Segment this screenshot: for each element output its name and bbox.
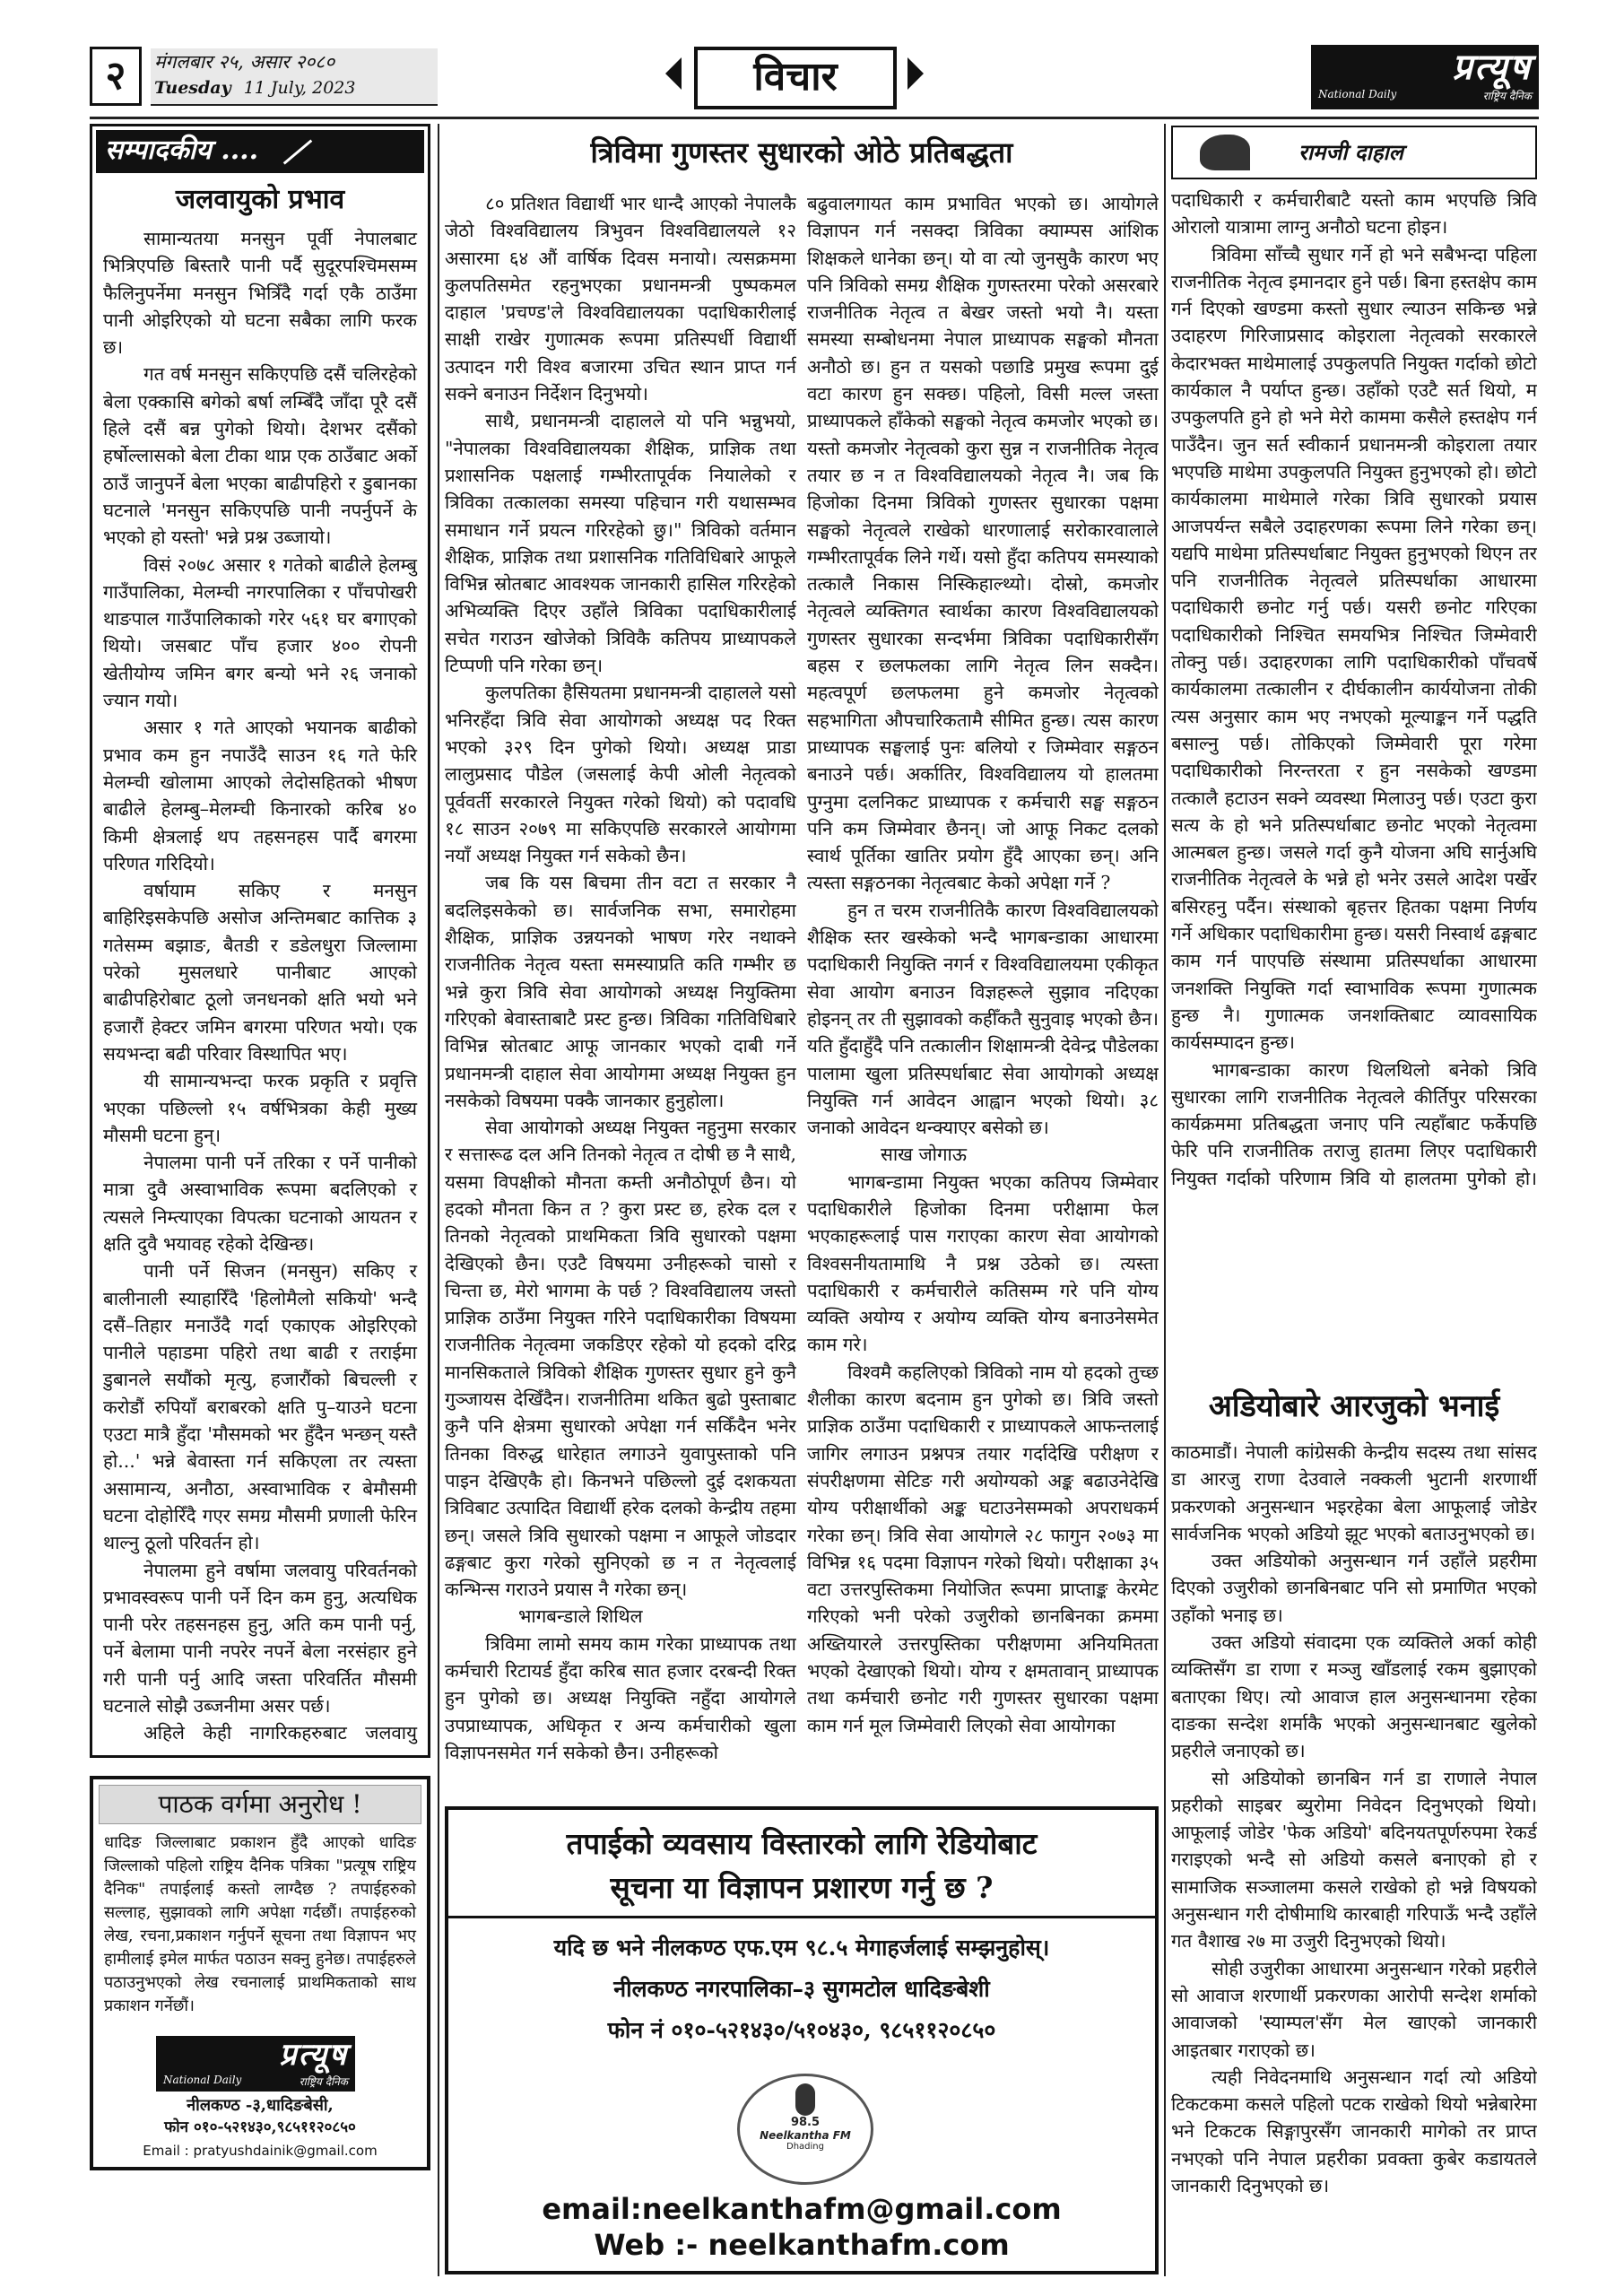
fm-logo-freq: 98.5 — [790, 2116, 821, 2129]
author-portrait-icon — [1200, 135, 1250, 170]
article-paragraph: साथै, प्रधानमन्त्री दाहालले यो पनि भन्नुभयो, "नेपालका विश्वविद्यालयका शैक्षिक, प्राज्ञिक तथा प्रशासनिक पक्षलाई गम्भीरतापूर्वक नियालेको र त्रिविका तत्कालका समस्या पहिचान गरी यथासम्भव समाधान गर्ने प्रयत्न गरिरहेको छु।" त्रिविको वर्तमान शैक्षिक, प्राज्ञिक तथा प्रशासनिक गतिविधिबारे आफूले विभिन्न स्रोतबाट आवश्यक जानकारी हासिल गरिरहेको अभिव्यक्ति दिएर उहाँले त्रिविका पदाधिकारीलाई सचेत गराउन खोजेको त्रिविकै कतिपय प्राध्यापकले टिप्पणी पनि गरेका छन्। — [445, 410, 796, 677]
fm-logo-place: Dhading — [786, 2142, 824, 2152]
editorial-paragraph: नेपालमा पानी पर्ने तरिका र पर्ने पानीको मात्रा दुवै अस्वाभाविक रूपमा बदलिएको र त्यसले निम्त्याएका विपत्का घटनाको आयतन र क्षति दुवै भयावह रहेको देखिन्छ। — [103, 1152, 417, 1255]
radio-ad — [445, 1806, 1159, 2274]
reader-request-box — [90, 1776, 430, 2170]
date-english-row — [151, 75, 438, 100]
editorial-title: जलवायुको प्रभाव — [175, 184, 345, 215]
reader-logo-en: National Daily — [163, 2074, 242, 2086]
pen-icon — [283, 139, 313, 164]
masthead-logo-name: प्रत्यूष — [1452, 46, 1532, 88]
ad-line-1: तपाईको व्यवसाय विस्तारको लागि रेडियोबाट — [566, 1826, 1038, 1861]
fm-logo — [737, 2074, 873, 2185]
news-paragraph: काठमाडौं। नेपाली कांग्रेसकी केन्द्रीय सदस्य तथा सांसद डा आरजु राणा देउवाले नक्कली भुटानी शरणार्थी प्रकरणको अनुसन्धान भइरहेका बेला आफूलाई जोडेर सार्वजनिक भएको अडियो झूट भएको बताउनुभएको छ। — [1171, 1441, 1537, 1544]
article-subheading: साख जोगाऊ — [881, 1144, 967, 1166]
article-paragraph: विश्वमै कहलिएको त्रिविको नाम यो हदको तुच्छ शैलीका कारण बदनाम हुन पुगेको छ। त्रिवि जस्तो प्राज्ञिक ठाउँमा पदाधिकारी र प्राध्यापकले आफन्तलाई जागिर लगाउन प्रश्नपत्र तयार गर्दादेखि परीक्षण र संपरीक्षणमा सेटिङ गरी अयोग्यको अङ्क बढाउनेदेखि योग्य परीक्षार्थीको अङ्क घटाउनेसम्मको अपराधकर्म गरेका छन्। त्रिवि सेवा आयोगले २८ फागुन २०७३ मा विभिन्न १६ पदमा विज्ञापन गरेको थियो। परीक्षाका ३५ वटा उत्तरपुस्तिकमा नियोजित रूपमा प्राप्ताङ्क केरमेट गरिएको भनी परेको उजुरीको छानबिनका क्रममा अख्तियारले उत्तरपुस्तिका परीक्षणमा अनियमितता भएको देखाएको थियो। योग्य र क्षमतावान् प्राध्यापक तथा कर्मचारी छनोट गरी गुणस्तर सुधारका पक्षमा काम गर्न मूल जिम्मेवारी लिएको सेवा आयोगका — [807, 1361, 1159, 1736]
editorial-paragraph: पानी पर्ने सिजन (मनसुन) सकिए र बालीनाली स्याहारिँदै 'हिलोमैलो सकियो' भन्दै दसैं–तिहार मनाउँदै गर्दा एकाएक ओइरिएको पानीले पहाडमा पहिरो तथा बाढी र तराईमा डुबानले सयौंको मृत्यु, हजारौंको बिचल्ली र करोडौं रुपियाँ बराबरको क्षति पु–याउने घटना एउटा मात्रै हुँदा 'मौसमको भर हुँदैन भन्छन् यस्तै हो...' भन्ने बेवास्ता गर्न सकिएला तर त्यस्ता असामान्य, अनौठा, अस्वाभाविक र बेमौसमी घटना दोहोरिँदै गएर समग्र मौसमी प्रणाली फेरिन थाल्नु ठूलो परिवर्तन हो। — [103, 1260, 417, 1554]
column-rule — [1164, 124, 1166, 2276]
news-paragraph: सो अडियोको छानबिन गर्न डा राणाले नेपाल प्रहरीको साइबर ब्युरोमा निवेदन दिनुभएको थियो। आफूलाई जोडेर 'फेक अडियो' बदिनयतपूर्णरुपमा रेकर्ड गराइएको भन्दै सो अडियो कसले बनाएको हो र सामाजिक सञ्जालमा कसले राखेको हो भन्ने विषयको अनुसन्धान गरी दोषीमाथि कारबाही गरिपाऊँ भन्दै उहाँले गत वैशाख २७ मा उजुरी दिनुभएको थियो। — [1171, 1767, 1537, 1952]
section-title-box — [694, 47, 897, 109]
article-column-2 — [807, 190, 1159, 1796]
masthead-logo — [1311, 45, 1539, 109]
article-paragraph: हुन त चरम राजनीतिकै कारण विश्वविद्यालयको शैक्षिक स्तर खस्केको भन्दै भागबन्डाका आधारमा पदाधिकारी नियुक्ति नगर्न र विश्वविद्यालयमा एकीकृत सेवा आयोग बनाउन विज्ञहरूले सुझाव नदिएका होइनन् तर ती सुझावको कहीँकतै सुनुवाइ भएको छैन। यति हुँदाहुँदै पनि तत्कालीन शिक्षामन्त्री देवेन्द्र पौडेलका पालामा खुला प्रतिस्पर्धाबाट सेवा आयोगको अध्यक्ष नियुक्ति गर्न आवेदन आह्वान भएको थियो। ३८ जनाको आवेदन थन्क्याएर बसेको छ। — [807, 899, 1159, 1139]
reader-request-body: धादिङ जिल्लाबाट प्रकाशन हुँदै आएको धादिङ जिल्लाको पहिलो राष्ट्रिय दैनिक पत्रिका "प्रत्यूष राष्ट्रिय दैनिक" तपाईलाई कस्तो लाग्दैछ ? तपाईहरुको सल्लाह, सुझावको लागि अपेक्षा गर्दछौं। तपाईहरुको लेख, रचना,प्रकाशन गर्नुपर्ने सूचना तथा विज्ञापन भए हामीलाई इमेल मार्फत पठाउन सक्नु हुनेछ। तपाईहरुले पठाउनुभएको लेख रचनालाई प्राथमिकताको साथ प्रकाशन गर्नेछौं। — [104, 1833, 416, 2015]
editorial-paragraph: विसं २०७८ असार १ गतेको बाढीले हेलम्बु गाउँपालिका, मेलम्ची नगरपालिका र पाँचपोखरी थाङपाल गाउँपालिकाको गरेर ५६१ घर बगाएको थियो। जसबाट पाँच हजार ४०० रोपनी खेतीयोग्य जमिन बगर बन्यो भने २६ जनाको ज्यान गयो। — [103, 553, 417, 712]
masthead-logo-sub — [1318, 88, 1532, 103]
editorial-body — [92, 220, 428, 1746]
date-english: 11 July, 2023 — [243, 78, 356, 98]
editorial-paragraph: असार १ गते आएको भयानक बाढीको प्रभाव कम हुन नपाउँदै साउन १६ गते फेरि मेलम्ची खोलामा आएको लेदोसहितको भीषण बाढीले हेलम्बु–मेलम्ची किनारको करिब ४० किमी क्षेत्रलाई थप तहसनहस पार्दै बगरमा परिणत गरिदियो। — [103, 717, 417, 874]
ad-web: Web :- neelkanthafm.com — [594, 2228, 1010, 2262]
article-paragraph: भागबन्डामा नियुक्त भएका कतिपय जिम्मेवार पदाधिकारीले हिजोका दिनमा परीक्षामा फेल भएकाहरूलाई पास गराएका कारण सेवा आयोगको विश्वसनीयतामाथि नै प्रश्न उठेको छ। त्यस्ता पदाधिकारी र कर्मचारीले कतिसम्म गरे पनि योग्य व्यक्ति अयोग्य र अयोग्य व्यक्ति योग्य बनाउनेसमेत काम गरे। — [807, 1170, 1159, 1356]
editorial-paragraph: यी सामान्यभन्दा फरक प्रकृति र प्रवृत्ति भएका पछिल्लो १५ वर्षभित्रका केही मुख्य मौसमी घटना हुन्। — [103, 1070, 417, 1146]
date-nepali: मंगलबार २५, असार २०८० — [154, 51, 335, 73]
page-number: २ — [105, 53, 126, 99]
author-box — [1171, 126, 1537, 179]
news-title: अडियोबारे आरजुको भनाई — [1208, 1388, 1500, 1424]
news-paragraph: उक्त अडियो संवादमा एक व्यक्तिले अर्का कोही व्यक्तिसँग डा राणा र मञ्जु खाँडलाई रकम बुझाएको बताएका थिए। त्यो आवाज हाल अनुसन्धानमा रहेका दाङका सन्देश शर्माकै भएको अनुसन्धानबाट खुलेको प्रहरीले जनाएको छ। — [1171, 1631, 1537, 1762]
reader-logo-name: प्रत्यूष — [279, 2037, 348, 2073]
date-block — [151, 48, 438, 106]
article-paragraph: बढुवालगायत काम प्रभावित भएको छ। आयोगले विज्ञापन गर्न नसक्दा त्रिविका क्याम्पस आंशिक शिक्षकले धानेका छन्। यो वा त्यो जुनसुकै कारण भए पनि त्रिविको समग्र शैक्षिक गुणस्तरमा परेको असरबारे राजनीतिक नेतृत्व त बेखर जस्तो भयो नै। यस्ता समस्या सम्बोधनमा नेपाल प्राध्यापक सङ्घको मौनता अनौठो छ। हुन त यसको पछाडि प्रमुख रूपमा दुई वटा कारण हुन सक्छ। पहिलो, विसी मल्ल जस्ता प्राध्यापकले हाँकेको सङ्घको नेतृत्व कमजोर भएको छ। यस्तो कमजोर नेतृत्वको कुरा सुन्न न राजनीतिक नेतृत्व तयार छ न त विश्वविद्यालयको नेतृत्व नै। जब कि हिजोका दिनमा त्रिविको गुणस्तर सुधारका पक्षमा सङ्घको नेतृत्वले राखेको धारणालाई सरोकारवालाले गम्भीरतापूर्वक लिने गर्थे। यसो हुँदा कतिपय समस्याको तत्कालै निकास निस्किहाल्थ्यो। दोस्रो, कमजोर नेतृत्वले व्यक्तिगत स्वार्थका कारण विश्वविद्यालयको गुणस्तर सुधारका सन्दर्भमा त्रिविका पदाधिकारीसँग बहस र छलफलका लागि नेतृत्व लिन सक्दैन। महत्वपूर्ण छलफलमा हुने कमजोर नेतृत्वको सहभागिता औपचारिकतामै सीमित हुन्छ। त्यस कारण प्राध्यापक सङ्घलाई पुनः बलियो र जिम्मेवार सङ्गठन बनाउने पर्छ। अर्कातिर, विश्वविद्यालय यो हालतमा पुग्नुमा दलनिकट प्राध्यापक र कर्मचारी सङ्घ सङ्गठन पनि कम जिम्मेवार छैनन्। जो आफू निकट दलको स्वार्थ पूर्तिका खातिर प्रयोग हुँदै आएका छन्। अनि त्यस्ता सङ्गठनका नेतृत्वबाट केको अपेक्षा गर्ने ? — [807, 193, 1159, 894]
ad-line-5: फोन नं ०१०-५२१४३०/५१०४३०, ९८५११२०८५० — [607, 2017, 996, 2043]
article-paragraph: सेवा आयोगको अध्यक्ष नियुक्त नहुनुमा सरकार र सत्तारूढ दल अनि तिनको नेतृत्व त दोषी छ नै साथै, यसमा विपक्षीको मौनता कम्ती अनौठोपूर्ण छैन। यो हदको मौनता किन त ? कुरा प्रस्ट छ, हरेक दल र तिनको नेतृत्वको प्राथमिकता त्रिवि सुधारको पक्षमा देखिएको छैन। एउटै विषयमा उनीहरूको चासो र चिन्ता छ, मेरो भागमा के पर्छ ? विश्वविद्यालय जस्तो प्राज्ञिक ठाउँमा नियुक्त गरिने पदाधिकारीका विषयमा राजनीतिक नेतृत्वमा जकडिएर रहेको यो हदको दरिद्र मानसिकताले त्रिविको शैक्षिक गुणस्तर सुधार हुने कुनै गुञ्जायस देखिँदैन। राजनीतिमा थकित बुढो पुस्ताबाट कुनै पनि क्षेत्रमा सुधारको अपेक्षा गर्न सकिँदैन भनेर तिनका विरुद्ध धारेहात लगाउने युवापुस्ताको पनि पाइन देखिएकै हो। किनभने पछिल्लो दुई दशकयता त्रिविबाट उत्पादित विद्यार्थी हरेक दलको केन्द्रीय तहमा छन्। जसले त्रिवि सुधारको पक्षमा न आफूले जोडदार ढङ्गबाट कुरा गरेको सुनिएको छ न त नेतृत्वलाई कन्भिन्स गराउने प्रयास नै गरेका छन्। — [445, 1117, 796, 1601]
article-paragraph: ८० प्रतिशत विद्यार्थी भार धान्दै आएको नेपालकै जेठो विश्वविद्यालय त्रिभुवन विश्वविद्यालयले १२ असारमा ६४ औं वार्षिक दिवस मनायो। त्यसक्रममा कुलपतिसमेत रहनुभएका प्रधानमन्त्री पुष्पकमल दाहाल 'प्रचण्ड'ले विश्वविद्यालयका पदाधिकारीलाई साक्षी राखेर गुणात्मक रूपमा प्रतिस्पर्धी विद्यार्थी उत्पादन गरी विश्व बजारमा उचित स्थान प्राप्त गर्न सक्ने बनाउन निर्देशन दिनुभयो। — [445, 193, 796, 405]
reader-logo-np: राष्ट्रिय दैनिक — [299, 2075, 348, 2088]
article-title: त्रिविमा गुणस्तर सुधारको ओठे प्रतिबद्धता — [590, 135, 1013, 170]
editorial-paragraph: गत वर्ष मनसुन सकिएपछि दसैं चलिरहेको बेला एक्कासि बगेको बर्षा लम्बिँदै जाँदा पूरै दसैं हिले दसैं बन्न पुगेको थियो। देशभर दसैंको हर्षोल्लासको बेला टीका थाप्न एक ठाउँबाट अर्को ठाउँ जानुपर्ने बेला भएका बाढीपहिरो र डुबानका घटनाले 'मनसुन सकिएपछि पानी नपर्नुपर्ने के भएको हो यस्तो' भन्ने प्रश्न उब्जायो। — [103, 363, 417, 549]
article-subheading: भागबन्डाले शिथिल — [518, 1605, 643, 1628]
author-name: रामजी दाहाल — [1298, 139, 1403, 165]
article-column-3 — [1171, 187, 1537, 1191]
article-paragraph: भागबन्डाका कारण थिलथिलो बनेको त्रिवि सुधारका लागि राजनीतिक नेतृत्वले कीर्तिपुर परिसरका कार्यक्रममा प्रतिबद्धता जनाए पनि त्यहाँबाट फर्केपछि फेरि पनि राजनीतिक तराजु हातमा लिएर पदाधिकारी नियुक्त गर्दाको परिणाम त्रिवि यो हालतमा पुगेको हो। — [1171, 1058, 1537, 1189]
reader-logo-sub — [163, 2074, 348, 2089]
editorial-paragraph: वर्षायाम सकिए र मनसुन बाहिरिइसकेपछि असोज अन्तिमबाट कात्तिक ३ गतेसम्म बझाङ, बैतडी र डडेलधुरा जिल्लामा परेको मुसलधारे पानीबाट आएको बाढीपहिरोबाट ठूलो जनधनको क्षति भयो भने हजारौं हेक्टर जमिन बगरमा परिणत भयो। एक सयभन्दा बढी परिवार विस्थापित भए। — [103, 880, 417, 1065]
reader-request-title: पाठक वर्गमा अनुरोध ! — [99, 1785, 421, 1824]
news-paragraph: उक्त अडियोको अनुसन्धान गर्न उहाँले प्रहरीमा दिएको उजुरीको छानबिनबाट पनि सो प्रमाणित भएको उहाँको भनाइ छ। — [1171, 1550, 1537, 1626]
section-title: विचार — [753, 54, 838, 100]
article-paragraph: जब कि यस बिचमा तीन वटा त सरकार नै बदलिइसकेको छ। सार्वजनिक सभा, समारोहमा शैक्षिक, प्राज्ञिक उन्नयनको भाषण गरेर नथाक्ने राजनीतिक नेतृत्व यस्ता समस्याप्रति कति गम्भीर छ भन्ने कुरा त्रिवि सेवा आयोगको अध्यक्ष नियुक्तिमा गरिएको बेवास्ताबाटै प्रस्ट हुन्छ। त्रिविका गतिविधिबारे विभिन्न स्रोतबाट आफू जानकार भएको दाबी गर्ने प्रधानमन्त्री दाहाल सेवा आयोगमा अध्यक्ष नियुक्त हुन नसकेको विषयमा पक्कै जानकार हुनुहोला। — [445, 872, 796, 1111]
ad-line-3: यदि छ भने नीलकण्ठ एफ.एम ९८.५ मेगाहर्जलाई सम्झनुहोस्। — [553, 1935, 1050, 1961]
editorial-box — [90, 124, 430, 1758]
editorial-paragraph: नेपालमा हुने वर्षामा जलवायु परिवर्तनको प्रभावस्वरूप पानी पर्ने दिन कम हुनु, अत्यधिक पानी परेर तहसनहस हुनु, अति कम पानी पर्नु, पर्ने बेलामा पानी नपरेर नपर्ने बेला नरसंहार हुने गरी पानी पर्नु आदि जस्ता परिवर्तित मौसमी घटनाले सोझै उब्जनीमा असर पर्छ। — [103, 1559, 417, 1718]
news-paragraph: सोही उजुरीका आधारमा अनुसन्धान गरेको प्रहरीले सो आवाज शरणार्थी प्रकरणका आरोपी सन्देश शर्माको आवाजको 'स्याम्पल'सँग मेल खाएको जानकारी आइतबार गराएको छ। — [1171, 1957, 1537, 2061]
article-paragraph: त्रिविमा साँच्चै सुधार गर्ने हो भने सबैभन्दा पहिला राजनीतिक नेतृत्व इमानदार हुने पर्छ। बिना हस्तक्षेप काम गर्न दिएको खण्डमा कस्तो सुधार ल्याउन सकिन्छ भन्ने उदाहरण गिरिजाप्रसाद कोइराला नेतृत्वको सरकारले केदारभक्त माथेमालाई उपकुलपति नियुक्त गर्दाको छोटो कार्यकाल नै पर्याप्त हुन्छ। उहाँको एउटै सर्त थियो, म उपकुलपति हुने हो भने मेरो काममा कसैले हस्तक्षेप गर्न पाउँदैन। जुन सर्त स्वीकार्न प्रधानमन्त्री कोइराला तयार भएपछि माथेमा उपकुलपति नियुक्त हुनुभएको हो। छोटो कार्यकालमा माथेमाले गरेका त्रिवि सुधारको प्रयास आजपर्यन्त सबैले उदाहरणका रूपमा लिने गरेका छन्। यद्यपि माथेमा प्रतिस्पर्धाबाट नियुक्त हुनुभएको थिएन तर पनि राजनीतिक नेतृत्वले प्रतिस्पर्धाका आधारमा पदाधिकारी छनोट गर्नु पर्छ। यसरी छनोट गरिएका पदाधिकारीको निश्चित समयभित्र निश्चित जिम्मेवारी तोक्नु पर्छ। उदाहरणका लागि पदाधिकारीको पाँचवर्षे कार्यकालमा तत्कालीन र दीर्घकालीन कार्ययोजना तोकी त्यस अनुसार काम भए नभएको मूल्याङ्कन गर्ने पद्धति बसाल्नु पर्छ। तोकिएको जिम्मेवारी पूरा गरेमा पदाधिकारीको निरन्तरता र हुन नसकेको खण्डमा तत्कालै हटाउन सक्ने व्यवस्था मिलाउनु पर्छ। एउटा कुरा सत्य के हो भने प्रतिस्पर्धाबाट छनोट भएको नेतृत्वमा आत्मबल हुन्छ। जसले गर्दा कुनै योजना अघि सार्नुअघि राजनीतिक नेतृत्वले के भन्ने हो भनेर उसले आदेश पर्खेर बसिरहनु पर्दैन। संस्थाको बृहत्तर हितका पक्षमा निर्णय गर्ने अधिकार पदाधिकारीमा हुन्छ। यसरी निस्वार्थ ढङ्गबाट काम गर्न पाएपछि संस्थामा प्रतिस्पर्धाका आधारमा जनशक्ति नियुक्ति गर्दा स्वाभाविक रूपमा गुणात्मक हुन्छ नै। गुणात्मक जनशक्तिबाट व्यावसायिक कार्यसम्पादन हुन्छ। — [1171, 243, 1537, 1054]
article-column-1 — [445, 190, 796, 1796]
article-paragraph: त्रिविमा लामो समय काम गरेका प्राध्यापक तथा कर्मचारी रिटायर्ड हुँदा करिब सात हजार दरबन्दी रिक्त हुन पुगेको छ। अध्यक्ष नियुक्ति नहुँदा आयोगले उपप्राध्यापक, अधिकृत र अन्य कर्मचारीको खुला विज्ञापनसमेत गर्न सकेको छैन। उनीहरूको — [445, 1632, 796, 1763]
ad-line-4: नीलकण्ठ नगरपालिका–३ सुगमटोल धादिङबेशी — [613, 1976, 990, 2002]
page-number-box — [90, 47, 142, 106]
article-paragraph: कुलपतिका हैसियतमा प्रधानमन्त्री दाहालले यसो भनिरहँदा त्रिवि सेवा आयोगको अध्यक्ष पद रिक्त भएको ३२९ दिन पुगेको थियो। अध्यक्ष प्राडा लालुप्रसाद पौडेल (जसलाई केपी ओली नेतृत्वको पूर्ववर्ती सरकारले नियुक्त गरेको थियो) को पदावधि १८ साउन २०७९ मा सकिएपछि सरकारले आयोगमा नयाँ अध्यक्ष नियुक्त गर्न सकेको छैन। — [445, 682, 796, 867]
news-paragraph: त्यही निवेदनमाथि अनुसन्धान गर्दा त्यो अडियो टिकटकमा कसले पहिलो पटक राखेको थियो भन्नेबारेमा भने टिकटक सिङ्गापुरसँग जानकारी मागेको तर प्राप्त नभएको पनि नेपाल प्रहरीका प्रवक्ता कुबेर कडायतले जानकारी दिनुभएको छ। — [1171, 2066, 1537, 2197]
section-arrow-left-icon — [665, 57, 682, 90]
header-rule — [90, 117, 1539, 119]
masthead-logo-np: राष्ट्रिय दैनिक — [1482, 90, 1532, 102]
editorial-banner-label: सम्पादकीय .... — [105, 135, 259, 166]
ad-email: email:neelkanthafm@gmail.com — [542, 2192, 1062, 2226]
editorial-banner — [96, 130, 424, 173]
date-english-day: Tuesday — [154, 78, 231, 98]
editorial-paragraph: सामान्यतया मनसुन पूर्वी नेपालबाट भित्रिएपछि बिस्तारै पानी पर्दै सुदूरपश्चिमसम्म फैलिनुपर्नेमा मनसुन भित्रिँदै गर्दा एकै ठाउँमा पानी ओइरिएको यो घटना सबैका लागि फरक छ। — [103, 228, 417, 359]
section-arrow-right-icon — [908, 57, 924, 90]
microphone-icon — [795, 2083, 815, 2116]
column-rule — [438, 124, 439, 2276]
reader-request-logo — [156, 2036, 355, 2092]
fm-logo-name: Neelkantha FM — [760, 2129, 851, 2142]
article-paragraph: पदाधिकारी र कर्मचारीबाटै यस्तो काम भएपछि त्रिवि ओरालो यात्रामा लाग्नु अनौठो घटना होइन। — [1171, 189, 1537, 239]
news-body — [1171, 1439, 1537, 2282]
reader-request-email: Email : pratyushdainik@gmail.com — [143, 2143, 378, 2159]
ad-line-2: सूचना या विज्ञापन प्रशारण गर्नु छ ? — [448, 1866, 1155, 1918]
reader-request-phone: फोन ०१०-५२१४३०,९८५११२०८५० — [164, 2118, 356, 2136]
reader-request-address: नीलकण्ठ -३,धादिङबेसी, — [187, 2096, 334, 2115]
masthead-logo-en: National Daily — [1318, 88, 1397, 100]
editorial-paragraph: अहिले केही नागरिकहरुबाट जलवायु — [143, 1722, 417, 1744]
